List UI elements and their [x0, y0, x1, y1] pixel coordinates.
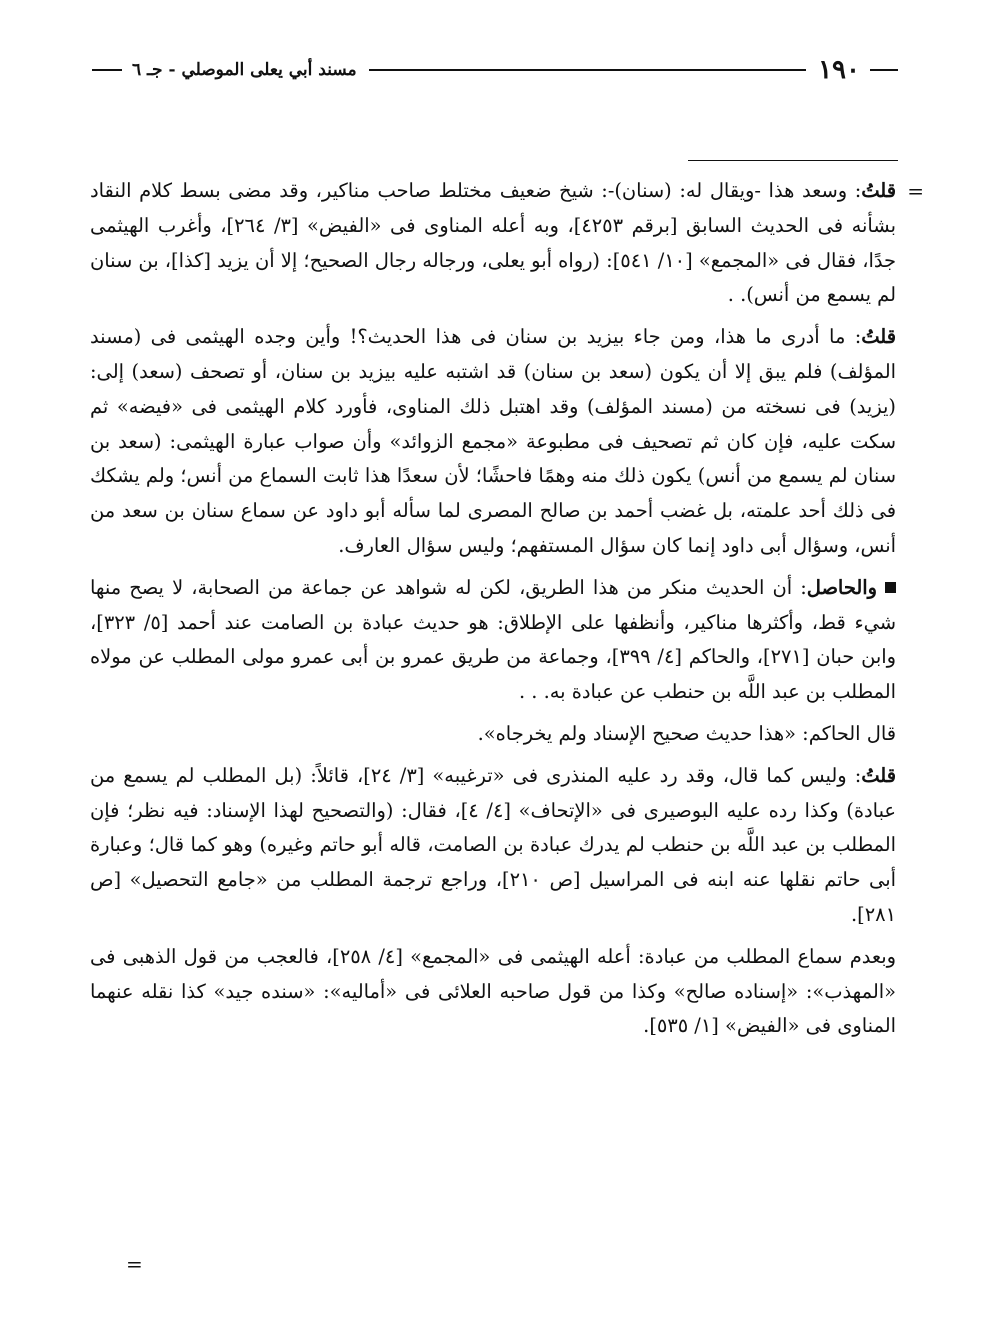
header-rule-right [870, 69, 898, 71]
footnote-paragraph [90, 940, 896, 1044]
paragraph-keyword: قلتُ [861, 325, 896, 349]
page-number: ١٩٠ [818, 55, 860, 85]
paragraph-keyword: والحاصل [806, 575, 877, 599]
running-header [92, 48, 898, 92]
paragraph-keyword: قلتُ [861, 763, 896, 787]
trailing-continuation-mark: = [126, 1252, 143, 1276]
paragraph-text: : ما أدرى ما هذا، ومن جاء بيزيد بن سنان فى هذا الحديث؟! وأين وجده الهيثمى فى (مسند المؤلف) فلم يبق إلا أن يكون (سعد بن سنان) قد اشتبه عليه بيزيد بن سنان، أو تصحف (سعد) إلى: (يزيد) فى نسخته من (مسند المؤلف) وقد اهتبل ذلك المناوى، فأورد كلام الهيثمى فى «فيضه» ثم سكت عليه، فإن كان ثم تصحيف فى مطبوعة «مجمع الزوائد» وأن صواب عبارة الهيثمى: (سعد بن سنان لم يسمع من أنس) يكون ذلك منه وهمًا فاحشًا؛ لأن سعدًا هذا ثابت السماع من أنس؛ ولم يشكك فى ذلك أحد علمته، بل غضب أحمد بن صالح المصرى لما سأله أبو داود عن سماع سنان بن سعد من أنس، وسؤال أبى داود إنما كان سؤال المستفهم؛ وليس سؤال العارف. [90, 325, 896, 557]
paragraph-text: وبعدم سماع المطلب من عبادة: أعله الهيثمى فى «المجمع» [٤/ ٢٥٨]، فالعجب من قول الذهبى فى «المهذب»: «إسناده صالح» وكذا من قول صاحبه العلائى فى «أماليه»: «سنده جيد» كذا نقله عنهما المناوى فى «الفيض» [١/ ٥٣٥]. [90, 944, 896, 1038]
running-title: مسند أبي يعلى الموصلي - جـ ٦ [132, 60, 357, 80]
footnote-paragraph [90, 174, 924, 313]
paragraph-text: قال الحاكم: «هذا حديث صحيح الإسناد ولم يخرجاه». [477, 721, 896, 745]
paragraph-keyword: قلتُ [861, 179, 896, 202]
paragraph-text: : أن الحديث منكر من هذا الطريق، لكن له شواهد عن جماعة من الصحابة، لا يصح منها شيء قط، وأكثرها مناكير، وأنظفها على الإطلاق: هو حديث عبادة بن الصامت عند أحمد [٥/ ٣٢٣]، وابن حبان [٢٧١]، والحاكم [٤/ ٣٩٩]، وجماعة من طريق عمرو بن أبى عمرو مولى المطلب عن مولاه المطلب بن عبد اللَّه بن حنطب عن عبادة به. . . [90, 575, 897, 704]
paragraph-text: : وسعد هذا -ويقال له: (سنان)-: شيخ ضعيف مختلط صاحب مناكير، وقد مضى بسط كلام النقاد بشأنه فى الحديث السابق [برقم ٤٢٥٣]، وبه أعله المناوى فى «الفيض» [٣/ ٢٦٤]، وأغرب الهيثمى جدًا، فقال فى «المجمع» [١٠/ ٥٤١]: (رواه أبو يعلى، ورجاله رجال الصحيح؛ إلا أن يزيد [كذا]، بن سنان لم يسمع من أنس). . [90, 179, 897, 307]
footnote-body [90, 174, 924, 1051]
footnote-separator [688, 160, 898, 161]
header-rule-left [92, 69, 122, 71]
footnote-paragraph [90, 571, 896, 710]
footnote-paragraph [90, 759, 896, 933]
continuation-mark: = [907, 179, 924, 203]
header-rule-middle [369, 69, 806, 71]
footnote-paragraph [90, 320, 896, 564]
footnote-paragraph [90, 717, 896, 752]
square-bullet-icon [885, 582, 896, 593]
paragraph-text: : وليس كما قال، وقد رد عليه المنذرى فى «ترغيبه» [٣/ ٢٤]، قائلاً: (بل المطلب لم يسمع من عبادة) وكذا رده عليه البوصيرى فى «الإتحاف» [٤/ ٤]، فقال: (والتصحيح لهذا الإسناد: فيه نظر؛ فإن المطلب بن عبد اللَّه بن حنطب لم يدرك عبادة بن الصامت، قاله أبو حاتم وغيره) وهو كما قال؛ وعبارة أبى حاتم نقلها عنه ابنه فى المراسيل [ص ٢١٠]، وراجع ترجمة المطلب من «جامع التحصيل» [ص ٢٨١]. [90, 763, 897, 926]
